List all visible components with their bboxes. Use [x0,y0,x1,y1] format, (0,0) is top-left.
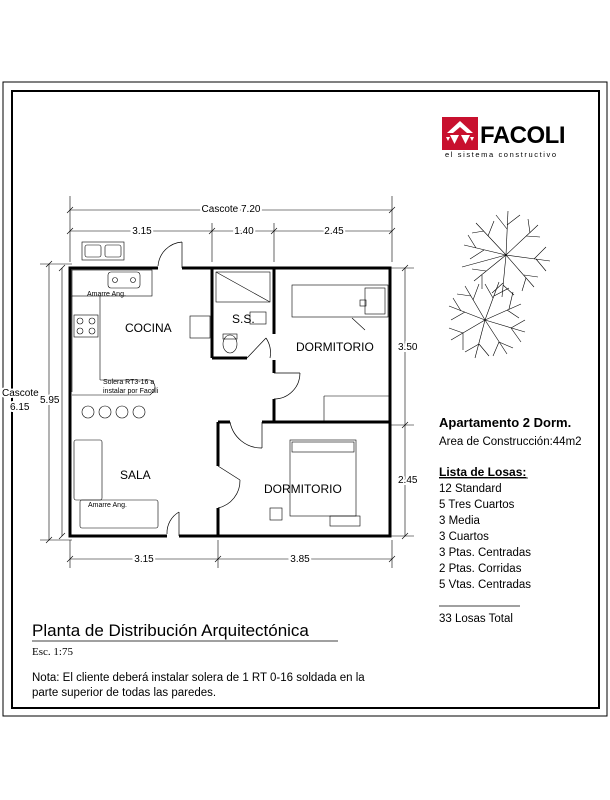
losas-item: 5 Vtas. Centradas [439,579,532,591]
losas-item: 2 Ptas. Corridas [439,563,522,575]
dim-left-value: 6.15 [10,402,30,413]
dimension-labels [2,204,418,565]
room-labels [120,312,374,496]
losas-item: 3 Cuartos [439,531,489,543]
plan-note-line-2: parte superior de todas las paredes. [32,687,217,699]
facoli-logo-mark [442,117,478,150]
construction-area: Area de Construcción:44m2 [439,436,582,448]
room-label-sala: SALA [120,468,151,482]
facoli-logo [442,117,565,159]
dim-bottom-seg-2: 3.85 [290,554,310,565]
info-panel [439,415,582,625]
amarre-label-bottom: Amarre Ang. [88,502,127,509]
dim-top-seg-3: 2.45 [324,226,344,237]
losas-item: 5 Tres Cuartos [439,499,515,511]
apartment-title: Apartamento 2 Dorm. [439,415,572,430]
losas-item: 12 Standard [439,483,502,495]
tree-symbol-lower [449,282,525,358]
room-label-dormitorio-2: DORMITORIO [264,482,342,496]
room-label-dormitorio-1: DORMITORIO [296,340,374,354]
dim-right-upper: 3.50 [398,342,418,353]
dim-left-label: Cascote [2,388,39,399]
room-label-ss: S.S. [232,312,255,326]
losas-item: 3 Ptas. Centradas [439,547,532,559]
dim-top-total: Cascote 7.20 [201,204,261,215]
plan-scale: Esc. 1:75 [32,646,73,658]
plan-title: Planta de Distribución Arquitectónica [32,621,309,640]
facoli-logo-tagline: el sistema constructivo [445,150,558,159]
solera-label-1: Solera RT3-16 a [103,379,155,386]
room-label-cocina: COCINA [125,321,172,335]
amarre-label-top: Amarre Ang. [87,291,126,298]
dim-top-seg-1: 3.15 [132,226,152,237]
dimension-lines [40,196,414,568]
plan-note-line-1: Nota: El cliente deberá instalar solera de 1 RT 0-16 soldada en la [32,672,365,684]
losas-total: 33 Losas Total [439,613,513,625]
solera-label-2: instalar por Facoli [103,388,159,395]
tree-symbol-upper [462,211,550,297]
facoli-logo-text: FACOLI [480,122,565,149]
dim-bottom-seg-1: 3.15 [134,554,154,565]
losas-item: 3 Media [439,515,480,527]
dim-left-inner: 5.95 [40,395,60,406]
losas-heading: Lista de Losas: [439,465,527,479]
sheet-footer [32,621,365,699]
dim-top-seg-2: 1.40 [234,226,254,237]
dim-right-lower: 2.45 [398,475,418,486]
walls [70,268,390,536]
